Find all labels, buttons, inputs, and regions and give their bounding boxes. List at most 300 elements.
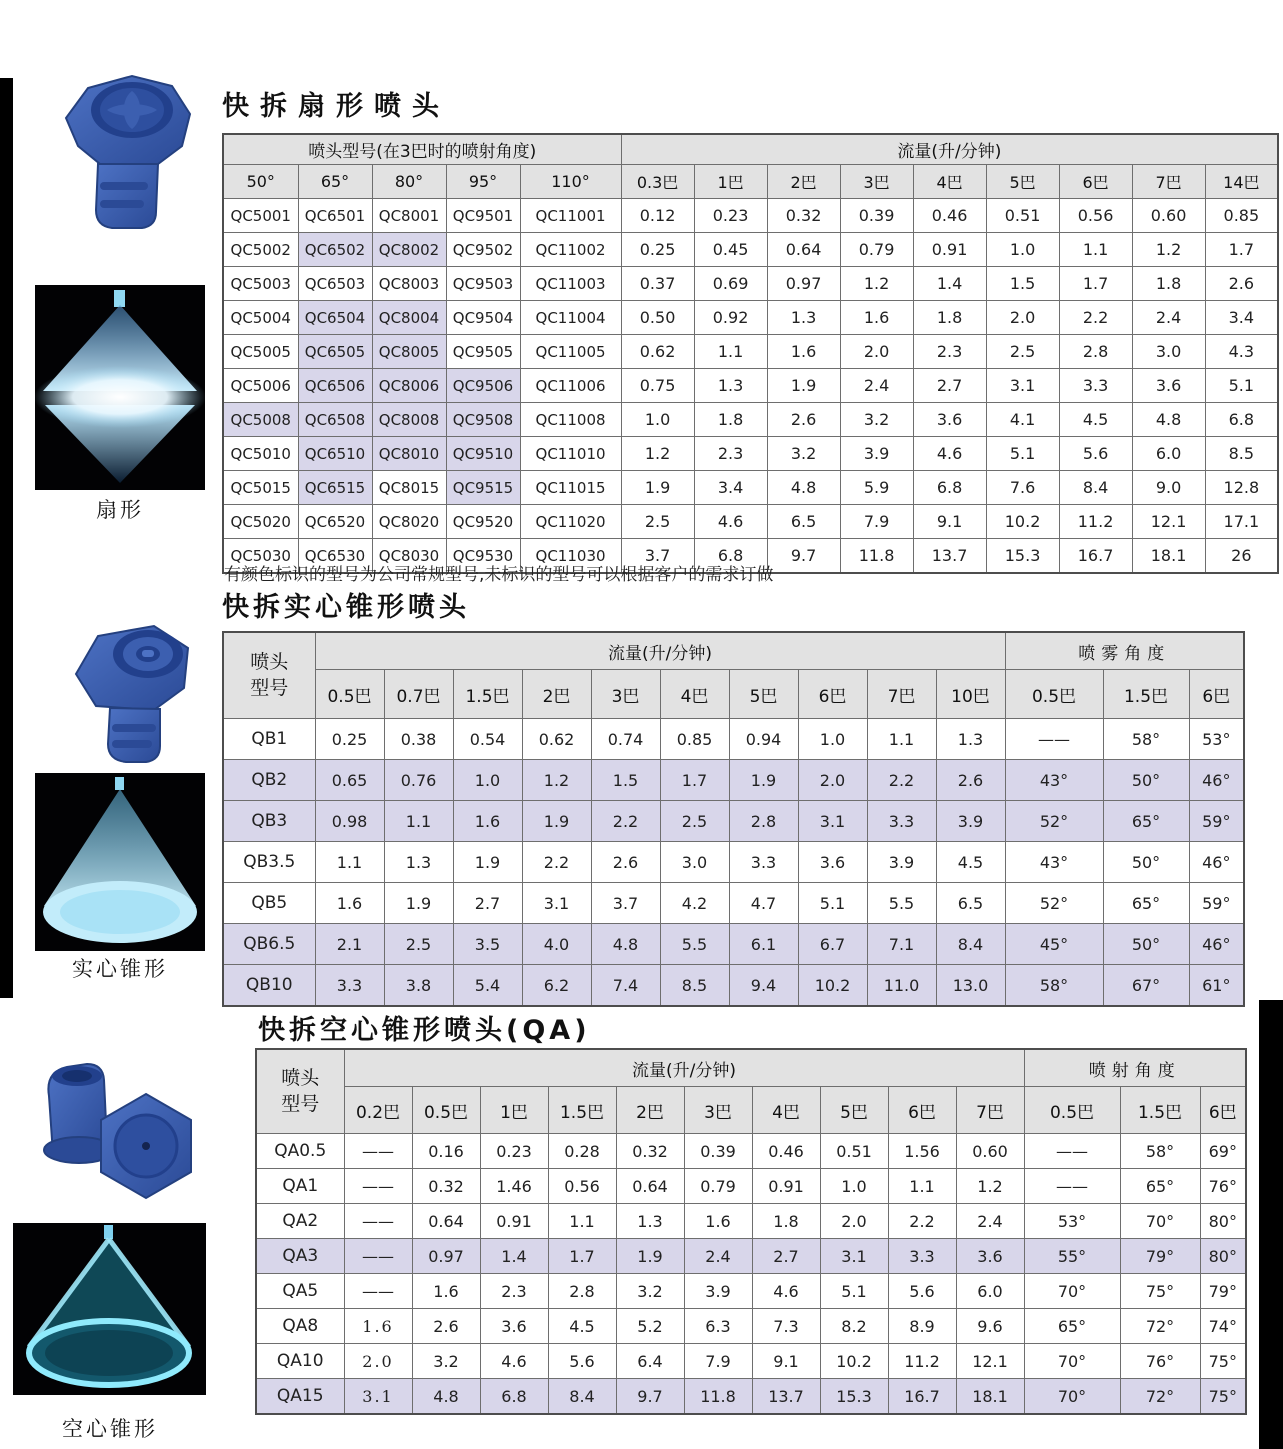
table-cell: 6.2 bbox=[522, 965, 591, 1007]
table-row bbox=[223, 965, 1244, 1007]
table-cell: QC8030 bbox=[372, 539, 446, 574]
table-cell: QC6520 bbox=[298, 505, 372, 539]
table-cell: 3.2 bbox=[412, 1344, 480, 1379]
table-cell: 0.5巴 bbox=[1005, 670, 1103, 719]
table-cell: QC5020 bbox=[223, 505, 298, 539]
table-cell: 2.2 bbox=[1059, 301, 1132, 335]
table-cell: 80° bbox=[372, 165, 446, 199]
table-cell: 1.6 bbox=[767, 335, 840, 369]
table-cell: 7.3 bbox=[752, 1309, 820, 1344]
solid-cone-spray-photo bbox=[35, 773, 205, 951]
table-cell: 3.9 bbox=[840, 437, 913, 471]
table-cell: 1.9 bbox=[522, 801, 591, 842]
table-cell: 3.6 bbox=[480, 1309, 548, 1344]
table-cell: 2.4 bbox=[684, 1239, 752, 1274]
table-cell: 46° bbox=[1189, 760, 1244, 801]
table-cell: 4.6 bbox=[913, 437, 986, 471]
table-cell: QC9504 bbox=[446, 301, 520, 335]
table-cell: 0.32 bbox=[616, 1134, 684, 1169]
table-cell: 1.2 bbox=[621, 437, 694, 471]
table-cell: QA2 bbox=[256, 1204, 344, 1239]
table-cell: 2.4 bbox=[840, 369, 913, 403]
table-cell: 45° bbox=[1005, 924, 1103, 965]
table-cell: 2.4 bbox=[1132, 301, 1205, 335]
table-cell: 6.4 bbox=[616, 1344, 684, 1379]
table-cell: 4巴 bbox=[913, 165, 986, 199]
solid-group-header-row bbox=[223, 632, 1244, 670]
table-cell: 7.6 bbox=[986, 471, 1059, 505]
table-cell: 11.2 bbox=[888, 1344, 956, 1379]
table-cell: 58° bbox=[1120, 1134, 1200, 1169]
table-cell: 2.5 bbox=[621, 505, 694, 539]
table-cell: 0.32 bbox=[412, 1169, 480, 1204]
table-cell: 58° bbox=[1103, 719, 1189, 760]
table-cell: 8.5 bbox=[1205, 437, 1278, 471]
table-cell: 5巴 bbox=[986, 165, 1059, 199]
hollow-cone-nozzle-illustration bbox=[15, 1052, 205, 1212]
table-cell: 7.1 bbox=[867, 924, 936, 965]
table-cell: 1.3 bbox=[767, 301, 840, 335]
table-cell: QC8004 bbox=[372, 301, 446, 335]
hollow-cone-spray-photo bbox=[13, 1223, 206, 1395]
table-cell: 10.2 bbox=[986, 505, 1059, 539]
table-cell: 0.25 bbox=[315, 719, 384, 760]
table-cell: —— bbox=[1024, 1134, 1120, 1169]
table-cell: 0.46 bbox=[913, 199, 986, 233]
table-cell: 110° bbox=[520, 165, 621, 199]
table-cell: 8.5 bbox=[660, 965, 729, 1007]
table-cell: QC11002 bbox=[520, 233, 621, 267]
table-cell: 9.6 bbox=[956, 1309, 1024, 1344]
table-cell: 1.2 bbox=[956, 1169, 1024, 1204]
table-cell: QC11008 bbox=[520, 403, 621, 437]
table-cell: 5.1 bbox=[820, 1274, 888, 1309]
table-cell: 6.1 bbox=[729, 924, 798, 965]
table-cell: 5.6 bbox=[548, 1344, 616, 1379]
table-cell: QC6505 bbox=[298, 335, 372, 369]
table-cell: 14巴 bbox=[1205, 165, 1278, 199]
table-cell: 75° bbox=[1200, 1379, 1246, 1415]
fan-nozzle-illustration bbox=[48, 66, 200, 244]
fan-spray-photo bbox=[35, 285, 205, 490]
table-cell: QC5010 bbox=[223, 437, 298, 471]
table-cell: 3.1 bbox=[986, 369, 1059, 403]
table-cell: 5.1 bbox=[1205, 369, 1278, 403]
table-cell: 3.3 bbox=[888, 1239, 956, 1274]
table-cell: 2.6 bbox=[767, 403, 840, 437]
table-cell: 3.4 bbox=[694, 471, 767, 505]
table-cell: 0.38 bbox=[384, 719, 453, 760]
table-cell: 6.5 bbox=[936, 883, 1005, 924]
table-cell: 7巴 bbox=[1132, 165, 1205, 199]
table-cell: 3巴 bbox=[591, 670, 660, 719]
table-cell: 3.9 bbox=[936, 801, 1005, 842]
table-cell: 13.7 bbox=[752, 1379, 820, 1415]
table-cell: 1.0 bbox=[453, 760, 522, 801]
table-cell: 1.46 bbox=[480, 1169, 548, 1204]
left-black-bar bbox=[0, 78, 13, 998]
table-cell: 1.5巴 bbox=[548, 1087, 616, 1134]
hollow-angle-group-header: 喷射角度 bbox=[1024, 1049, 1246, 1087]
table-cell: 76° bbox=[1200, 1169, 1246, 1204]
table-cell: 0.94 bbox=[729, 719, 798, 760]
table-cell: 12.8 bbox=[1205, 471, 1278, 505]
table-cell: 52° bbox=[1005, 883, 1103, 924]
table-cell: 3.2 bbox=[616, 1274, 684, 1309]
table-cell: 4.8 bbox=[412, 1379, 480, 1415]
fan-flow-group-header: 流量(升/分钟) bbox=[621, 134, 1278, 165]
table-cell: QC11003 bbox=[520, 267, 621, 301]
table-row bbox=[223, 369, 1278, 403]
table-cell: 1.8 bbox=[1132, 267, 1205, 301]
table-cell: 2.6 bbox=[591, 842, 660, 883]
table-cell: QC5001 bbox=[223, 199, 298, 233]
table-cell: 4.8 bbox=[591, 924, 660, 965]
table-cell: QC11030 bbox=[520, 539, 621, 574]
table-cell: 11.8 bbox=[840, 539, 913, 574]
table-cell: 4.8 bbox=[1132, 403, 1205, 437]
table-cell: —— bbox=[344, 1134, 412, 1169]
table-row bbox=[223, 437, 1278, 471]
table-cell: 1.9 bbox=[621, 471, 694, 505]
table-cell: 0.79 bbox=[684, 1169, 752, 1204]
table-cell: QC9503 bbox=[446, 267, 520, 301]
table-cell: QA1 bbox=[256, 1169, 344, 1204]
table-cell: 2.7 bbox=[913, 369, 986, 403]
table-cell: 70° bbox=[1120, 1204, 1200, 1239]
table-cell: QC9502 bbox=[446, 233, 520, 267]
table-cell: 6巴 bbox=[1189, 670, 1244, 719]
table-cell: 70° bbox=[1024, 1379, 1120, 1415]
table-cell: 2巴 bbox=[616, 1087, 684, 1134]
table-cell: 3.3 bbox=[1059, 369, 1132, 403]
table-cell: QC5005 bbox=[223, 335, 298, 369]
table-cell: 6巴 bbox=[1200, 1087, 1246, 1134]
table-cell: 0.64 bbox=[616, 1169, 684, 1204]
table-cell: 9.0 bbox=[1132, 471, 1205, 505]
table-cell: 15.3 bbox=[820, 1379, 888, 1415]
table-cell: QB1 bbox=[223, 719, 315, 760]
table-cell: 2.0 bbox=[798, 760, 867, 801]
hollow-flow-group-header: 流量(升/分钟) bbox=[344, 1049, 1024, 1087]
table-cell: 0.62 bbox=[621, 335, 694, 369]
hollow-cone-spray-image bbox=[13, 1223, 206, 1395]
table-cell: 0.85 bbox=[660, 719, 729, 760]
table-cell: 17.1 bbox=[1205, 505, 1278, 539]
table-cell: 12.1 bbox=[956, 1344, 1024, 1379]
table-cell: 6.3 bbox=[684, 1309, 752, 1344]
table-cell: 0.97 bbox=[767, 267, 840, 301]
table-cell: 9.7 bbox=[767, 539, 840, 574]
table-cell: 4.5 bbox=[936, 842, 1005, 883]
table-row bbox=[223, 842, 1244, 883]
table-cell: 7.9 bbox=[840, 505, 913, 539]
table-cell: 9.4 bbox=[729, 965, 798, 1007]
table-cell: 0.85 bbox=[1205, 199, 1278, 233]
table-cell: QC11020 bbox=[520, 505, 621, 539]
table-cell: 2.0 bbox=[986, 301, 1059, 335]
table-cell: 65° bbox=[1120, 1169, 1200, 1204]
table-cell: 46° bbox=[1189, 842, 1244, 883]
table-cell: 2.8 bbox=[1059, 335, 1132, 369]
table-cell: 6.0 bbox=[956, 1274, 1024, 1309]
table-cell: 13.7 bbox=[913, 539, 986, 574]
table-cell: 0.23 bbox=[694, 199, 767, 233]
table-cell: 0.91 bbox=[913, 233, 986, 267]
table-cell: 13.0 bbox=[936, 965, 1005, 1007]
table-cell: 1.0 bbox=[986, 233, 1059, 267]
table-cell: 59° bbox=[1189, 801, 1244, 842]
table-cell: QC9501 bbox=[446, 199, 520, 233]
table-cell: 5.5 bbox=[660, 924, 729, 965]
table-cell: 1.9 bbox=[384, 883, 453, 924]
table-cell: 80° bbox=[1200, 1239, 1246, 1274]
table-cell: 1.7 bbox=[1205, 233, 1278, 267]
fan-image-label: 扇形 bbox=[96, 498, 144, 522]
table-cell: 1.9 bbox=[616, 1239, 684, 1274]
table-cell: 6巴 bbox=[888, 1087, 956, 1134]
solid-cone-table bbox=[222, 631, 1245, 1007]
table-cell: 12.1 bbox=[1132, 505, 1205, 539]
table-cell: 0.56 bbox=[1059, 199, 1132, 233]
hollow-group-header-row bbox=[256, 1049, 1246, 1087]
table-cell: QA0.5 bbox=[256, 1134, 344, 1169]
table-cell: 3.6 bbox=[913, 403, 986, 437]
table-cell: 1.6 bbox=[315, 883, 384, 924]
table-cell: 3.2 bbox=[767, 437, 840, 471]
table-cell: 0.75 bbox=[621, 369, 694, 403]
table-cell: 7.4 bbox=[591, 965, 660, 1007]
table-cell: 9.1 bbox=[913, 505, 986, 539]
table-row bbox=[223, 301, 1278, 335]
table-cell: 8.4 bbox=[1059, 471, 1132, 505]
solid-cone-nozzle-photo bbox=[58, 612, 203, 767]
table-cell: 1.6 bbox=[412, 1274, 480, 1309]
table-cell: 4.1 bbox=[986, 403, 1059, 437]
table-cell: 53° bbox=[1189, 719, 1244, 760]
table-cell: 11.8 bbox=[684, 1379, 752, 1415]
table-cell: 0.92 bbox=[694, 301, 767, 335]
table-cell: 0.64 bbox=[767, 233, 840, 267]
table-cell: 1.56 bbox=[888, 1134, 956, 1169]
table-row bbox=[256, 1344, 1246, 1379]
table-cell: QB6.5 bbox=[223, 924, 315, 965]
hollow-table-title: 快拆空心锥形喷头(QA) bbox=[258, 1015, 591, 1046]
table-cell: 6巴 bbox=[798, 670, 867, 719]
table-cell: QC6504 bbox=[298, 301, 372, 335]
table-cell: QC9530 bbox=[446, 539, 520, 574]
table-cell: QC5004 bbox=[223, 301, 298, 335]
table-cell: 6.8 bbox=[480, 1379, 548, 1415]
table-cell: QC8008 bbox=[372, 403, 446, 437]
table-cell: 1.5 bbox=[591, 760, 660, 801]
table-cell: 2.6 bbox=[1205, 267, 1278, 301]
table-cell: QC11005 bbox=[520, 335, 621, 369]
table-cell: QB5 bbox=[223, 883, 315, 924]
right-black-bar bbox=[1259, 1000, 1283, 1449]
table-cell: QC8010 bbox=[372, 437, 446, 471]
table-cell: 50° bbox=[1103, 760, 1189, 801]
table-cell: 1.1 bbox=[888, 1169, 956, 1204]
table-cell: 1.7 bbox=[1059, 267, 1132, 301]
table-cell: 1.1 bbox=[1059, 233, 1132, 267]
table-cell: 1.2 bbox=[1132, 233, 1205, 267]
table-cell: 0.76 bbox=[384, 760, 453, 801]
table-cell: 7巴 bbox=[867, 670, 936, 719]
table-cell: 46° bbox=[1189, 924, 1244, 965]
table-cell: 5.1 bbox=[986, 437, 1059, 471]
table-cell: 7巴 bbox=[956, 1087, 1024, 1134]
table-cell: 5.4 bbox=[453, 965, 522, 1007]
table-cell: 50° bbox=[1103, 842, 1189, 883]
table-cell: 2.2 bbox=[591, 801, 660, 842]
table-cell: 0.98 bbox=[315, 801, 384, 842]
table-cell: 11.2 bbox=[1059, 505, 1132, 539]
table-cell: 1.5巴 bbox=[1120, 1087, 1200, 1134]
table-cell: 0.50 bbox=[621, 301, 694, 335]
solid-model-header-line2: 型号 bbox=[250, 676, 289, 699]
table-cell: 0.51 bbox=[820, 1134, 888, 1169]
table-cell: 1.9 bbox=[453, 842, 522, 883]
table-cell: 3.0 bbox=[1132, 335, 1205, 369]
table-cell: 0.60 bbox=[1132, 199, 1205, 233]
fan-subheader-row bbox=[223, 165, 1278, 199]
table-cell: 4.6 bbox=[480, 1344, 548, 1379]
table-cell: 2.3 bbox=[913, 335, 986, 369]
table-row bbox=[223, 233, 1278, 267]
table-cell: —— bbox=[344, 1169, 412, 1204]
table-cell: 2.2 bbox=[867, 760, 936, 801]
table-cell: 5.9 bbox=[840, 471, 913, 505]
table-cell: 2.2 bbox=[522, 842, 591, 883]
table-cell: 76° bbox=[1120, 1344, 1200, 1379]
table-cell: 5.6 bbox=[888, 1274, 956, 1309]
table-cell: 0.3巴 bbox=[621, 165, 694, 199]
table-cell: 3.1 bbox=[522, 883, 591, 924]
table-cell: 4.2 bbox=[660, 883, 729, 924]
solid-cone-nozzle-illustration bbox=[58, 612, 203, 767]
table-cell: 65° bbox=[1103, 801, 1189, 842]
solid-cone-spray-image bbox=[35, 773, 205, 951]
table-cell: 43° bbox=[1005, 760, 1103, 801]
table-cell: QA8 bbox=[256, 1309, 344, 1344]
table-row bbox=[223, 924, 1244, 965]
table-row bbox=[256, 1309, 1246, 1344]
table-cell: —— bbox=[1005, 719, 1103, 760]
table-cell: QC5030 bbox=[223, 539, 298, 574]
table-cell: 5.2 bbox=[616, 1309, 684, 1344]
table-cell: 0.91 bbox=[752, 1169, 820, 1204]
table-cell: 4.3 bbox=[1205, 335, 1278, 369]
table-cell: 1.3 bbox=[384, 842, 453, 883]
table-cell: 18.1 bbox=[1132, 539, 1205, 574]
table-cell: 0.79 bbox=[840, 233, 913, 267]
table-cell: 0.37 bbox=[621, 267, 694, 301]
hollow-model-header-line1: 喷头 bbox=[281, 1066, 320, 1089]
table-cell: 0.62 bbox=[522, 719, 591, 760]
table-cell: QA5 bbox=[256, 1274, 344, 1309]
fan-models-group-header: 喷头型号(在3巴时的喷射角度) bbox=[223, 134, 621, 165]
table-cell: 1.5巴 bbox=[1103, 670, 1189, 719]
table-cell: 0.51 bbox=[986, 199, 1059, 233]
table-cell: 80° bbox=[1200, 1204, 1246, 1239]
table-cell: 8.9 bbox=[888, 1309, 956, 1344]
table-cell: 0.5巴 bbox=[315, 670, 384, 719]
table-row bbox=[223, 883, 1244, 924]
table-cell: QC11004 bbox=[520, 301, 621, 335]
table-cell: 0.5巴 bbox=[412, 1087, 480, 1134]
table-cell: 5.6 bbox=[1059, 437, 1132, 471]
table-row bbox=[256, 1379, 1246, 1415]
table-row bbox=[223, 760, 1244, 801]
table-cell: 5.1 bbox=[798, 883, 867, 924]
solid-model-header bbox=[223, 632, 315, 719]
table-cell: 74° bbox=[1200, 1309, 1246, 1344]
table-cell: 4.8 bbox=[767, 471, 840, 505]
table-cell: 3.7 bbox=[621, 539, 694, 574]
table-cell: 15.3 bbox=[986, 539, 1059, 574]
table-cell: 50° bbox=[223, 165, 298, 199]
table-cell: 75° bbox=[1200, 1344, 1246, 1379]
table-cell: QC6530 bbox=[298, 539, 372, 574]
table-cell: 2.3 bbox=[480, 1274, 548, 1309]
table-cell: 67° bbox=[1103, 965, 1189, 1007]
table-cell: 18.1 bbox=[956, 1379, 1024, 1415]
solid-flow-group-header: 流量(升/分钟) bbox=[315, 632, 1005, 670]
table-cell: QC5008 bbox=[223, 403, 298, 437]
table-cell: 2.2 bbox=[888, 1204, 956, 1239]
table-cell: 1.5 bbox=[986, 267, 1059, 301]
table-cell: 2.7 bbox=[752, 1239, 820, 1274]
table-cell: 16.7 bbox=[1059, 539, 1132, 574]
table-cell: 1.1 bbox=[548, 1204, 616, 1239]
table-cell: 43° bbox=[1005, 842, 1103, 883]
table-cell: 5巴 bbox=[820, 1087, 888, 1134]
table-cell: —— bbox=[344, 1274, 412, 1309]
table-cell: 0.45 bbox=[694, 233, 767, 267]
table-cell: 1.5巴 bbox=[453, 670, 522, 719]
table-cell: 26 bbox=[1205, 539, 1278, 574]
table-cell: 2.6 bbox=[936, 760, 1005, 801]
table-cell: 2.0 bbox=[840, 335, 913, 369]
fan-group-header-row bbox=[223, 134, 1278, 165]
table-cell: 4.6 bbox=[752, 1274, 820, 1309]
table-cell: 2.3 bbox=[694, 437, 767, 471]
table-cell: 0.65 bbox=[315, 760, 384, 801]
table-cell: —— bbox=[344, 1204, 412, 1239]
solid-table-body bbox=[223, 719, 1244, 1007]
table-cell: 6.8 bbox=[694, 539, 767, 574]
table-cell: QC5015 bbox=[223, 471, 298, 505]
table-cell: 6.5 bbox=[767, 505, 840, 539]
table-cell: 0.69 bbox=[694, 267, 767, 301]
table-cell: 0.97 bbox=[412, 1239, 480, 1274]
hollow-cone-table bbox=[255, 1048, 1247, 1415]
table-cell: QC11006 bbox=[520, 369, 621, 403]
table-cell: 1.1 bbox=[694, 335, 767, 369]
table-cell: QC5006 bbox=[223, 369, 298, 403]
hollow-cone-nozzle-photo bbox=[15, 1052, 205, 1212]
table-cell: 1巴 bbox=[480, 1087, 548, 1134]
table-cell: 0.60 bbox=[956, 1134, 1024, 1169]
table-cell: 6.8 bbox=[913, 471, 986, 505]
table-cell: 1.6 bbox=[344, 1309, 412, 1344]
table-cell: 2.5 bbox=[660, 801, 729, 842]
table-cell: 1.0 bbox=[820, 1169, 888, 1204]
table-cell: 72° bbox=[1120, 1309, 1200, 1344]
table-cell: 65° bbox=[1024, 1309, 1120, 1344]
table-cell: 0.16 bbox=[412, 1134, 480, 1169]
